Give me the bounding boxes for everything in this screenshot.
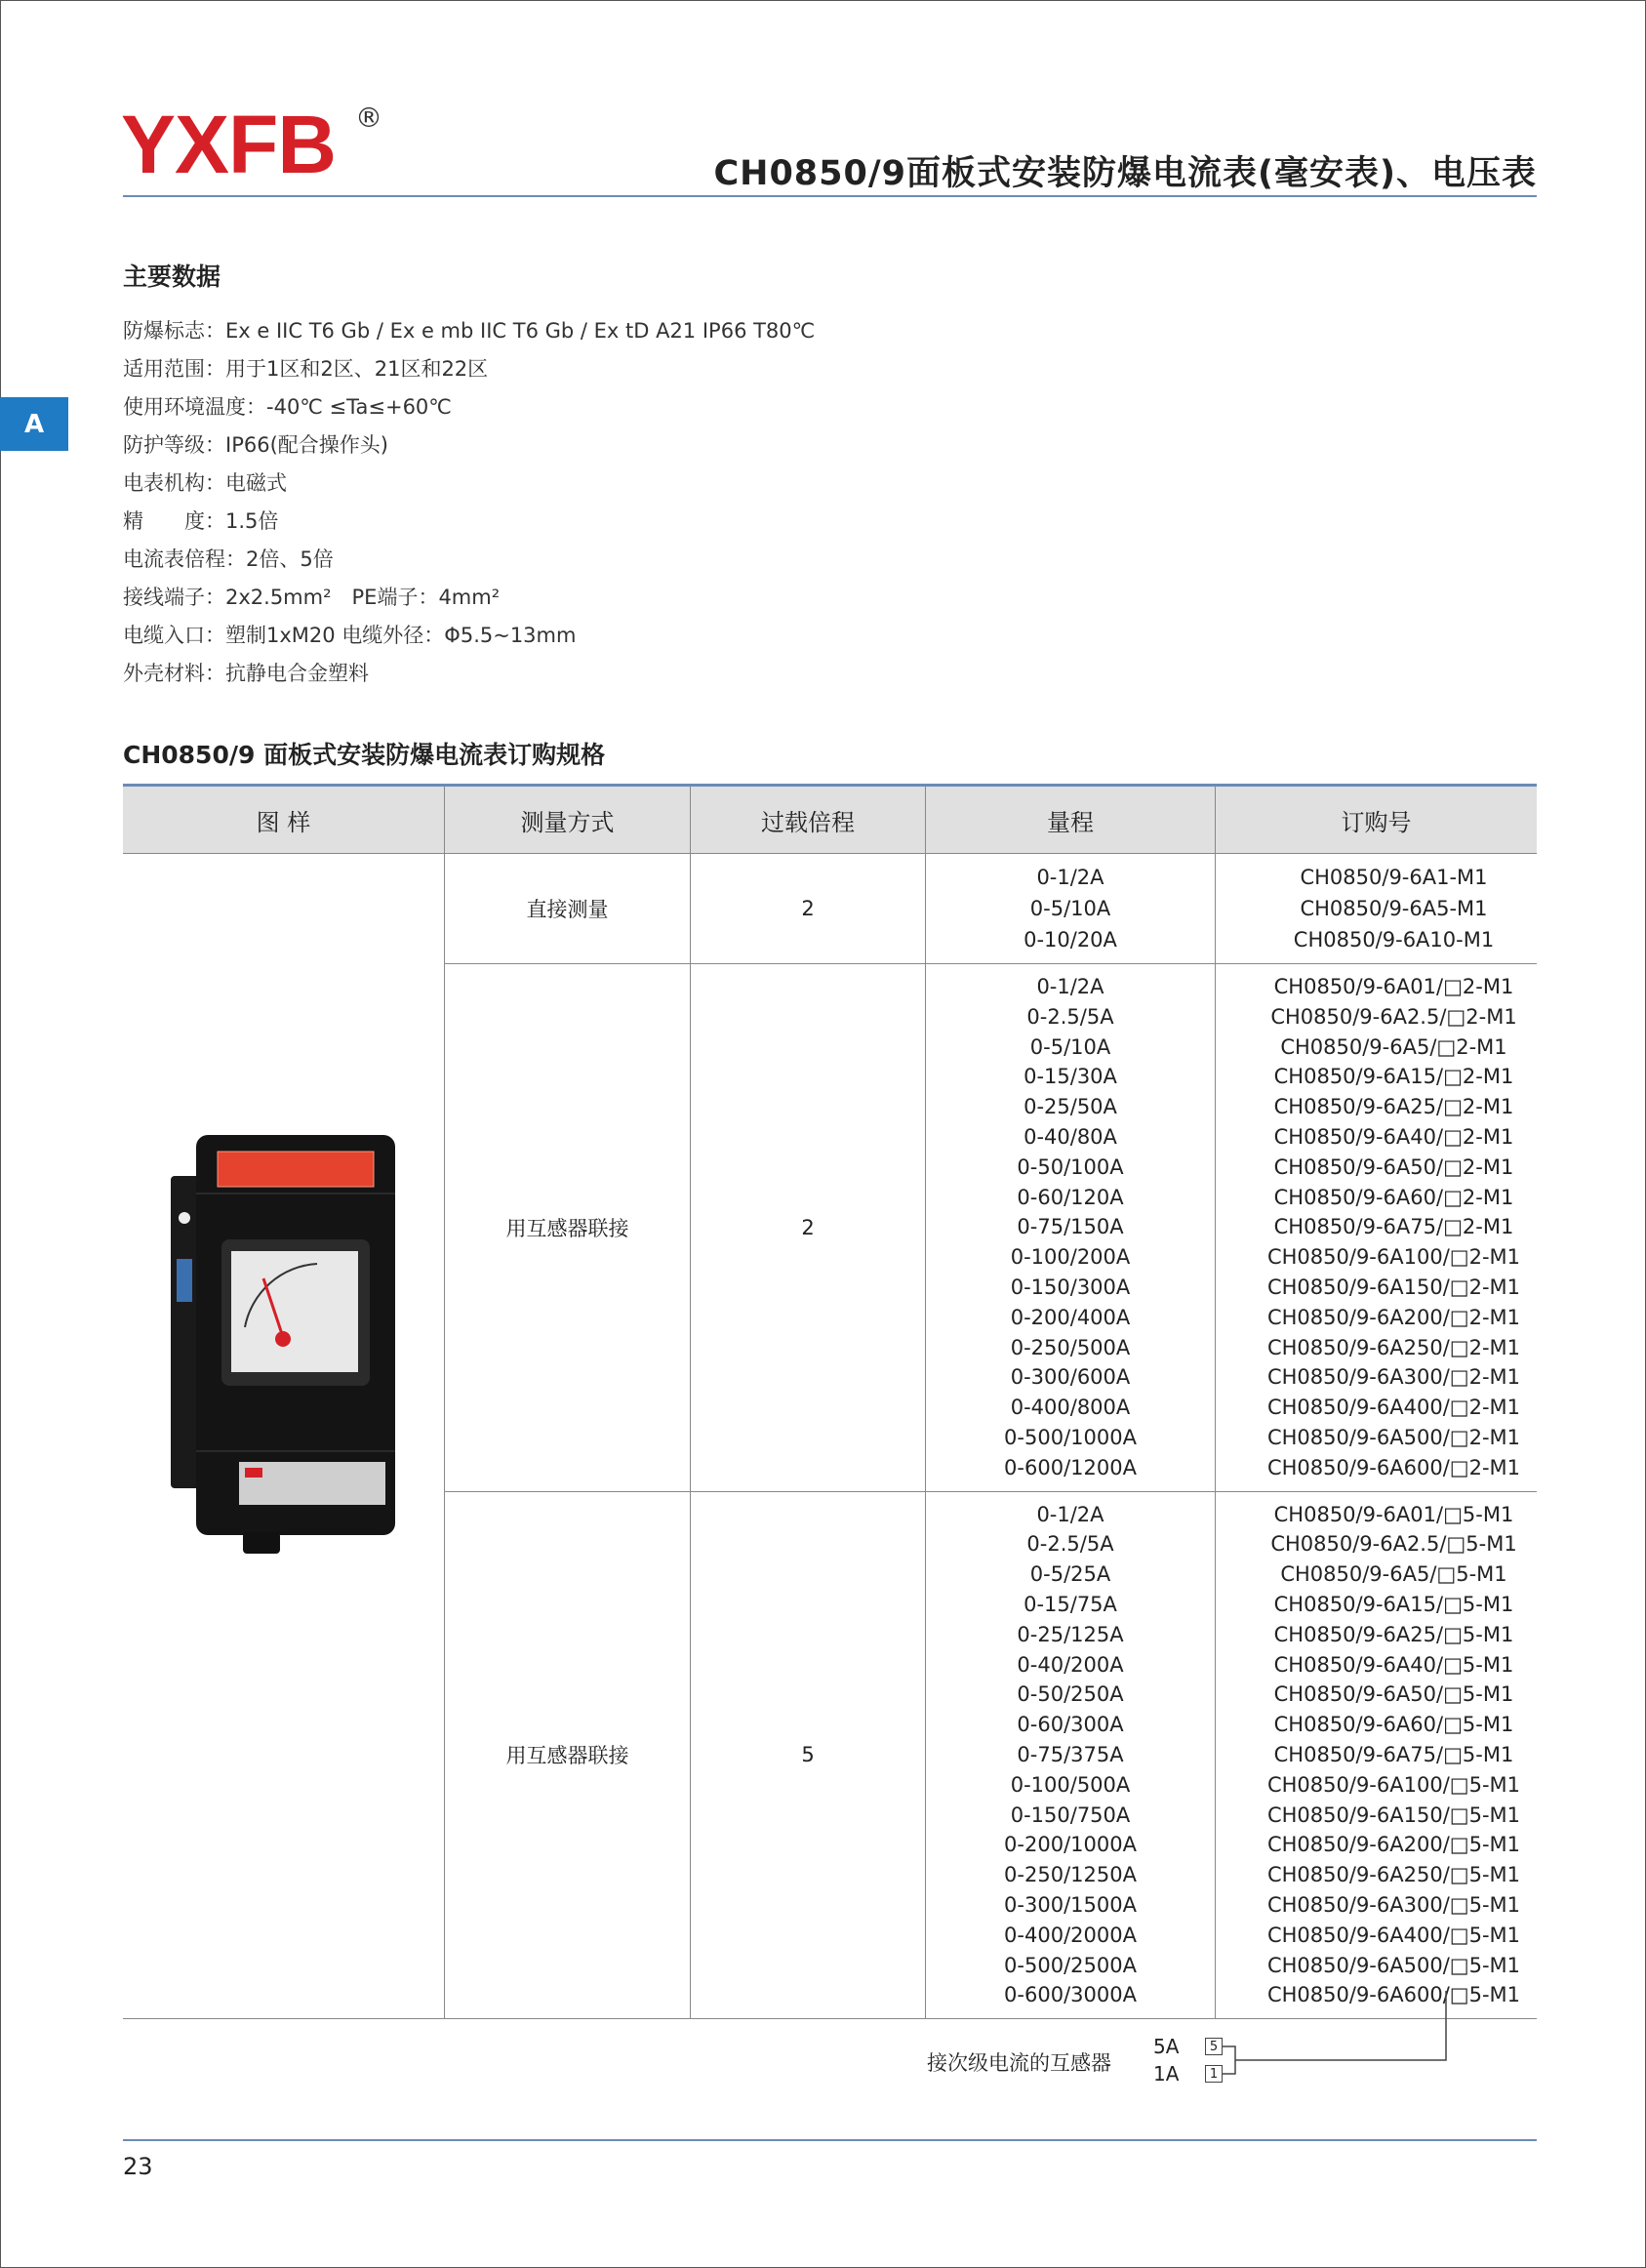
range-item: 0-15/75A [1024, 1592, 1117, 1616]
col-header-overload: 过载倍程 [691, 786, 926, 854]
order-number: CH0850/9-6A5/□5-M1 [1280, 1562, 1507, 1587]
spec-label: 电缆入口： [123, 624, 225, 647]
spec-label: 精 度： [123, 509, 225, 533]
order-number: CH0850/9-6A01/□2-M1 [1273, 975, 1514, 998]
transformer-note: 接次级电流的互感器 [927, 2051, 1111, 2075]
spec-label: 适用范围： [123, 357, 225, 381]
spec-value: 2倍、5倍 [246, 547, 334, 571]
order-number: CH0850/9-6A5-M1 [1300, 897, 1488, 920]
option-box-1: 1 [1205, 2065, 1223, 2083]
order-number: CH0850/9-6A400/□2-M1 [1266, 1396, 1521, 1420]
order-number: CH0850/9-6A60/□5-M1 [1273, 1713, 1514, 1737]
order-number: CH0850/9-6A10-M1 [1293, 928, 1495, 952]
order-number: CH0850/9-6A2.5/□2-M1 [1270, 1004, 1517, 1029]
spec-value: 1.5倍 [225, 509, 279, 533]
spec-label: 外壳材料： [123, 662, 225, 685]
range-item: 0-400/2000A [1004, 1923, 1137, 1947]
range-item: 0-600/1200A [1004, 1455, 1137, 1479]
spec-label: 接线端子： [123, 586, 225, 609]
range-item: 0-5/10A [1029, 1034, 1111, 1059]
order-number: CH0850/9-6A75/□5-M1 [1273, 1742, 1514, 1766]
page-number: 23 [123, 2153, 153, 2180]
order-number: CH0850/9-6A1-M1 [1300, 866, 1488, 889]
order-number: CH0850/9-6A25/□5-M1 [1273, 1622, 1514, 1646]
range-item: 0-150/300A [1010, 1275, 1131, 1299]
order-number: CH0850/9-6A40/□5-M1 [1273, 1652, 1514, 1677]
order-number: CH0850/9-6A600/□2-M1 [1266, 1455, 1521, 1479]
spec-value: Ex e IIC T6 Gb / Ex e mb IIC T6 Gb / Ex tD A21 IP66 T80℃ [225, 319, 816, 343]
spec-value: -40℃ ≤Ta≤+60℃ [266, 395, 452, 419]
spec-value: 用于1区和2区、21区和22区 [225, 357, 489, 381]
order-number: CH0850/9-6A200/□5-M1 [1266, 1833, 1521, 1857]
spec-label: 电表机构： [123, 471, 225, 495]
order-spec-heading: CH0850/9 面板式安装防爆电流表订购规格 [123, 741, 606, 769]
spec-list [123, 312, 815, 693]
range-item: 0-2.5/5A [1026, 1004, 1114, 1029]
range-item: 0-100/200A [1010, 1245, 1131, 1270]
option-box-5: 5 [1205, 2038, 1223, 2055]
range-item: 0-250/1250A [1004, 1863, 1137, 1887]
header-divider [123, 195, 1537, 197]
spec-row [123, 388, 815, 426]
col-header-order: 订购号 [1216, 786, 1538, 854]
order-number: CH0850/9-6A5/□2-M1 [1280, 1034, 1507, 1059]
range-item: 0-250/500A [1010, 1335, 1131, 1359]
col-header-range: 量程 [926, 786, 1216, 854]
spec-value: 2x2.5mm² PE端子：4mm² [225, 586, 501, 609]
spec-row [123, 655, 815, 693]
secondary-1a-label: 1A [1153, 2062, 1180, 2086]
range-item: 0-75/375A [1017, 1742, 1124, 1766]
spec-row [123, 617, 815, 655]
spec-label: 电流表倍程： [123, 547, 246, 571]
order-number: CH0850/9-6A600/□5-M1 [1266, 1983, 1521, 2007]
method-cell: 直接测量 [445, 854, 691, 964]
table-header-row [123, 786, 1537, 854]
range-item: 0-60/120A [1017, 1185, 1124, 1209]
range-item: 0-1/2A [1036, 866, 1104, 889]
spec-label: 使用环境温度： [123, 395, 266, 419]
footnote-connector [1220, 1991, 1454, 2088]
range-item: 0-300/1500A [1004, 1892, 1137, 1917]
range-item: 0-75/150A [1017, 1215, 1124, 1239]
method-cell: 用互感器联接 [445, 1491, 691, 2019]
order-number: CH0850/9-6A500/□5-M1 [1266, 1953, 1521, 1977]
spec-value: 抗静电合金塑料 [225, 662, 369, 685]
main-data-heading: 主要数据 [123, 263, 221, 291]
order-number: CH0850/9-6A100/□2-M1 [1266, 1245, 1521, 1270]
spec-row [123, 503, 815, 541]
secondary-5a-label: 5A [1153, 2035, 1180, 2058]
footer-divider [123, 2139, 1537, 2141]
ammeter-product-image [171, 1132, 405, 1554]
order-number: CH0850/9-6A400/□5-M1 [1266, 1923, 1521, 1947]
spec-value: 塑制1xM20 电缆外径：Φ5.5~13mm [225, 624, 577, 647]
range-item: 0-2.5/5A [1026, 1532, 1114, 1557]
range-item: 0-1/2A [1036, 975, 1104, 998]
spec-label: 防爆标志： [123, 319, 225, 343]
spec-row [123, 350, 815, 388]
range-item: 0-1/2A [1036, 1502, 1104, 1526]
spec-row [123, 541, 815, 579]
spec-value: IP66(配合操作头) [225, 433, 388, 457]
spec-row [123, 579, 815, 617]
range-item: 0-200/1000A [1004, 1833, 1137, 1857]
order-number: CH0850/9-6A50/□5-M1 [1273, 1682, 1514, 1707]
range-item: 0-40/200A [1017, 1652, 1124, 1677]
order-number: CH0850/9-6A300/□2-M1 [1266, 1365, 1521, 1390]
range-item: 0-40/80A [1024, 1124, 1117, 1149]
order-number: CH0850/9-6A2.5/□5-M1 [1270, 1532, 1517, 1557]
col-header-method: 测量方式 [445, 786, 691, 854]
range-item: 0-50/100A [1017, 1154, 1124, 1179]
order-number: CH0850/9-6A500/□2-M1 [1266, 1425, 1521, 1449]
order-cell [1216, 854, 1538, 964]
range-item: 0-600/3000A [1004, 1983, 1137, 2007]
range-item: 0-25/50A [1024, 1095, 1117, 1119]
order-number: CH0850/9-6A01/□5-M1 [1273, 1502, 1514, 1526]
range-item: 0-500/2500A [1004, 1953, 1137, 1977]
registered-mark: ® [355, 101, 382, 134]
order-number: CH0850/9-6A75/□2-M1 [1273, 1215, 1514, 1239]
spec-label: 防护等级： [123, 433, 225, 457]
range-cell [926, 854, 1216, 964]
order-number: CH0850/9-6A250/□5-M1 [1266, 1863, 1521, 1887]
spec-row [123, 426, 815, 465]
range-item: 0-500/1000A [1004, 1425, 1137, 1449]
range-item: 0-150/750A [1010, 1802, 1131, 1827]
table-row [123, 854, 1537, 964]
range-item: 0-25/125A [1017, 1622, 1124, 1646]
range-item: 0-100/500A [1010, 1772, 1131, 1797]
order-number: CH0850/9-6A40/□2-M1 [1273, 1124, 1514, 1149]
overload-cell: 2 [691, 964, 926, 1492]
spec-row [123, 312, 815, 350]
range-item: 0-5/25A [1029, 1562, 1111, 1587]
spec-row [123, 465, 815, 503]
range-cell [926, 964, 1216, 1492]
order-number: CH0850/9-6A200/□2-M1 [1266, 1305, 1521, 1329]
range-item: 0-200/400A [1010, 1305, 1131, 1329]
spec-value: 电磁式 [225, 471, 287, 495]
order-cell [1216, 964, 1538, 1492]
range-item: 0-60/300A [1017, 1713, 1124, 1737]
order-number: CH0850/9-6A250/□2-M1 [1266, 1335, 1521, 1359]
range-item: 0-10/20A [1024, 928, 1117, 952]
page-title: CH0850/9面板式安装防爆电流表(毫安表)、电压表 [713, 154, 1537, 193]
overload-cell: 5 [691, 1491, 926, 2019]
order-number: CH0850/9-6A300/□5-M1 [1266, 1892, 1521, 1917]
order-number: CH0850/9-6A150/□2-M1 [1266, 1275, 1521, 1299]
brand-logo: YXFB [121, 99, 337, 190]
col-header-image: 图 样 [123, 786, 445, 854]
order-number: CH0850/9-6A25/□2-M1 [1273, 1095, 1514, 1119]
section-tab: A [0, 397, 68, 451]
range-item: 0-50/250A [1017, 1682, 1124, 1707]
range-item: 0-15/30A [1024, 1065, 1117, 1089]
range-item: 0-5/10A [1029, 897, 1111, 920]
overload-cell: 2 [691, 854, 926, 964]
order-number: CH0850/9-6A15/□5-M1 [1273, 1592, 1514, 1616]
method-cell: 用互感器联接 [445, 964, 691, 1492]
order-number: CH0850/9-6A60/□2-M1 [1273, 1185, 1514, 1209]
range-item: 0-300/600A [1010, 1365, 1131, 1390]
range-cell [926, 1491, 1216, 2019]
order-number: CH0850/9-6A50/□2-M1 [1273, 1154, 1514, 1179]
order-number: CH0850/9-6A100/□5-M1 [1266, 1772, 1521, 1797]
order-number: CH0850/9-6A150/□5-M1 [1266, 1802, 1521, 1827]
order-cell [1216, 1491, 1538, 2019]
order-number: CH0850/9-6A15/□2-M1 [1273, 1065, 1514, 1089]
range-item: 0-400/800A [1010, 1396, 1131, 1420]
